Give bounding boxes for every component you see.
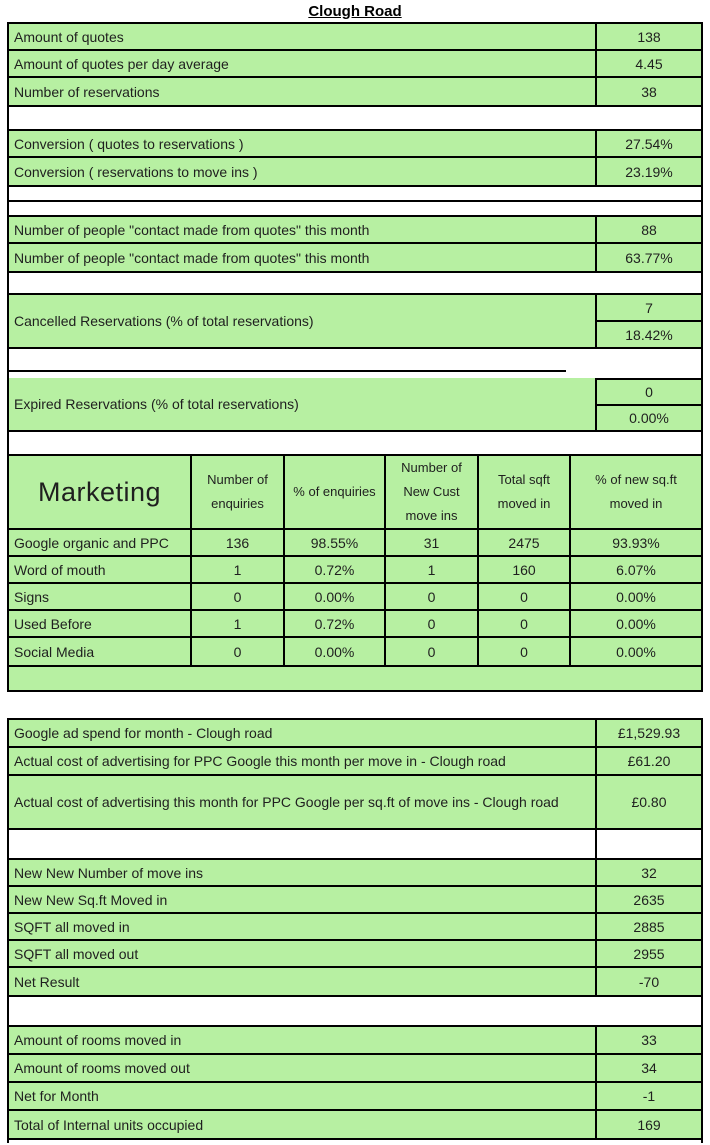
spacer-row (7, 187, 703, 215)
metric-row (9, 158, 701, 185)
marketing-cell-value[interactable]: 0 (479, 611, 571, 636)
marketing-row-label[interactable]: Word of mouth (9, 557, 192, 582)
marketing-cell-value[interactable]: 0 (386, 638, 479, 665)
marketing-row-label[interactable]: Social Media (9, 638, 192, 665)
metric-row (9, 1027, 701, 1055)
metric-label[interactable]: New New Number of move ins (9, 860, 595, 885)
metric-value[interactable]: 2635 (595, 887, 701, 912)
marketing-cell-value[interactable]: 0 (192, 584, 285, 609)
marketing-row-label[interactable]: Used Before (9, 611, 192, 636)
metric-label[interactable]: Cancelled Reservations (% of total reservations) (9, 295, 595, 347)
marketing-row (9, 638, 701, 665)
metric-value[interactable]: 23.19% (595, 158, 701, 185)
marketing-row (9, 557, 701, 584)
value-column (595, 295, 701, 347)
metric-value[interactable]: 138 (595, 24, 701, 49)
metric-label[interactable]: New New Sq.ft Moved in (9, 887, 595, 912)
rooms-summary-block (7, 1025, 703, 1140)
metric-value[interactable]: 4.45 (595, 51, 701, 76)
marketing-row-label[interactable]: Google organic and PPC (9, 530, 192, 555)
metric-row (9, 914, 701, 941)
metric-row (9, 720, 701, 748)
marketing-cell-value[interactable]: 0.00% (571, 638, 701, 665)
value-column (595, 378, 701, 430)
metric-label[interactable]: Actual cost of advertising for PPC Google this month per move in - Clough road (9, 748, 595, 774)
metric-value[interactable]: £61.20 (595, 748, 701, 774)
spacer-row (7, 692, 703, 718)
metric-value[interactable]: £0.80 (595, 776, 701, 828)
spacer-columns (9, 830, 701, 858)
metric-label[interactable]: Expired Reservations (% of total reservations) (9, 378, 595, 430)
contact-made-block (7, 215, 703, 273)
marketing-cell-value[interactable]: 6.07% (571, 557, 701, 582)
metric-value[interactable]: 34 (595, 1055, 701, 1081)
metric-label[interactable]: SQFT all moved out (9, 941, 595, 966)
metric-label[interactable]: Net for Month (9, 1083, 595, 1109)
marketing-cell-value[interactable]: 136 (192, 530, 285, 555)
marketing-table (7, 454, 703, 667)
broken-border-artifact (9, 370, 566, 372)
marketing-cell-value[interactable]: 1 (192, 611, 285, 636)
metric-label[interactable]: Conversion ( quotes to reservations ) (9, 131, 595, 156)
metric-row (9, 968, 701, 995)
metric-row (9, 1083, 701, 1111)
metric-row (9, 941, 701, 968)
metric-value[interactable]: -1 (595, 1083, 701, 1109)
marketing-cell-value[interactable]: 1 (386, 557, 479, 582)
page-title[interactable]: Clough Road (308, 2, 402, 20)
metric-label[interactable]: Amount of quotes per day average (9, 51, 595, 76)
metric-row (9, 1111, 701, 1138)
metric-label[interactable]: Number of people "contact made from quotes" this month (9, 217, 595, 242)
marketing-cell-value[interactable]: 1 (192, 557, 285, 582)
marketing-cell-value[interactable]: 98.55% (285, 530, 386, 555)
expired-percent-value[interactable]: 0.00% (597, 406, 701, 430)
metric-value[interactable]: 2885 (595, 914, 701, 939)
metric-row (9, 776, 701, 828)
marketing-row (9, 611, 701, 638)
spacer-divider-line (9, 200, 701, 213)
metric-value[interactable]: 169 (595, 1111, 701, 1138)
spacer-row (7, 273, 703, 293)
metric-row (9, 217, 701, 244)
metric-value[interactable]: 33 (595, 1027, 701, 1053)
marketing-header-row (9, 456, 701, 530)
spacer-right-cell (597, 830, 701, 858)
spacer-row (7, 830, 703, 858)
marketing-cell-value[interactable]: 0.72% (285, 611, 386, 636)
marketing-header-cell[interactable]: % of enquiries (285, 456, 386, 528)
marketing-cell-value[interactable]: 93.93% (571, 530, 701, 555)
cancelled-reservations-block (7, 293, 703, 349)
metric-row (9, 860, 701, 887)
marketing-cell-value[interactable]: 160 (479, 557, 571, 582)
marketing-header-cell[interactable]: % of new sq.ft moved in (571, 456, 701, 528)
metric-label[interactable]: Amount of rooms moved in (9, 1027, 595, 1053)
metric-row (9, 131, 701, 158)
marketing-cell-value[interactable]: 0.00% (285, 584, 386, 609)
spacer-left-cell (9, 830, 597, 858)
marketing-cell-value[interactable]: 0 (386, 611, 479, 636)
metric-label[interactable]: Amount of rooms moved out (9, 1055, 595, 1081)
marketing-cell-value[interactable]: 31 (386, 530, 479, 555)
metric-value[interactable]: 38 (595, 78, 701, 105)
metric-value[interactable]: -70 (595, 968, 701, 995)
metric-label[interactable]: Number of reservations (9, 78, 595, 105)
marketing-title-cell[interactable]: Marketing (9, 456, 192, 528)
marketing-cell-value[interactable]: 0.00% (571, 584, 701, 609)
metric-label[interactable]: Amount of quotes (9, 24, 595, 49)
marketing-cell-value[interactable]: 2475 (479, 530, 571, 555)
spacer-row (7, 1140, 703, 1143)
metric-label[interactable]: Conversion ( reservations to move ins ) (9, 158, 595, 185)
metric-row (9, 51, 701, 78)
green-band-row (7, 667, 703, 692)
metric-row (9, 78, 701, 105)
marketing-header-cell[interactable]: Number of enquiries (192, 456, 285, 528)
marketing-row (9, 584, 701, 611)
marketing-row-label[interactable]: Signs (9, 584, 192, 609)
cancelled-percent-value[interactable]: 18.42% (597, 322, 701, 347)
metric-label[interactable]: SQFT all moved in (9, 914, 595, 939)
metric-value[interactable]: 2955 (595, 941, 701, 966)
metric-row (9, 887, 701, 914)
metric-row (9, 244, 701, 271)
metric-value[interactable]: 32 (595, 860, 701, 885)
metric-value[interactable]: £1,529.93 (595, 720, 701, 746)
marketing-cell-value[interactable]: 0 (192, 638, 285, 665)
expired-reservations-block (7, 378, 703, 432)
metric-row (9, 24, 701, 51)
spacer-row (7, 107, 703, 129)
marketing-cell-value[interactable]: 0.00% (571, 611, 701, 636)
marketing-cell-value[interactable]: 0.72% (285, 557, 386, 582)
quotes-summary-block (7, 22, 703, 107)
marketing-cell-value[interactable]: 0 (479, 638, 571, 665)
marketing-header-cell[interactable]: Total sqft moved in (479, 456, 571, 528)
metric-label[interactable]: Actual cost of advertising this month for PPC Google per sq.ft of move ins - Clough road (9, 776, 595, 828)
expired-count-value[interactable]: 0 (597, 378, 701, 406)
spacer-row (7, 349, 703, 378)
metric-row (9, 1055, 701, 1083)
cancelled-count-value[interactable]: 7 (597, 295, 701, 322)
marketing-cell-value[interactable]: 0.00% (285, 638, 386, 665)
metric-value[interactable]: 88 (595, 217, 701, 242)
marketing-cell-value[interactable]: 0 (386, 584, 479, 609)
spacer-half (9, 187, 701, 200)
metric-row (9, 748, 701, 776)
move-ins-summary-block (7, 858, 703, 997)
conversion-block (7, 129, 703, 187)
metric-label[interactable]: Number of people "contact made from quotes" this month (9, 244, 595, 271)
metric-label[interactable]: Google ad spend for month - Clough road (9, 720, 595, 746)
ad-spend-block (7, 718, 703, 830)
metric-label[interactable]: Total of Internal units occupied (9, 1111, 595, 1138)
metric-label[interactable]: Net Result (9, 968, 595, 995)
spacer-row (7, 432, 703, 454)
metric-value[interactable]: 27.54% (595, 131, 701, 156)
spacer-row (7, 997, 703, 1025)
marketing-cell-value[interactable]: 0 (479, 584, 571, 609)
metric-value[interactable]: 63.77% (595, 244, 701, 271)
marketing-header-cell[interactable]: Number of New Cust move ins (386, 456, 479, 528)
marketing-row (9, 530, 701, 557)
